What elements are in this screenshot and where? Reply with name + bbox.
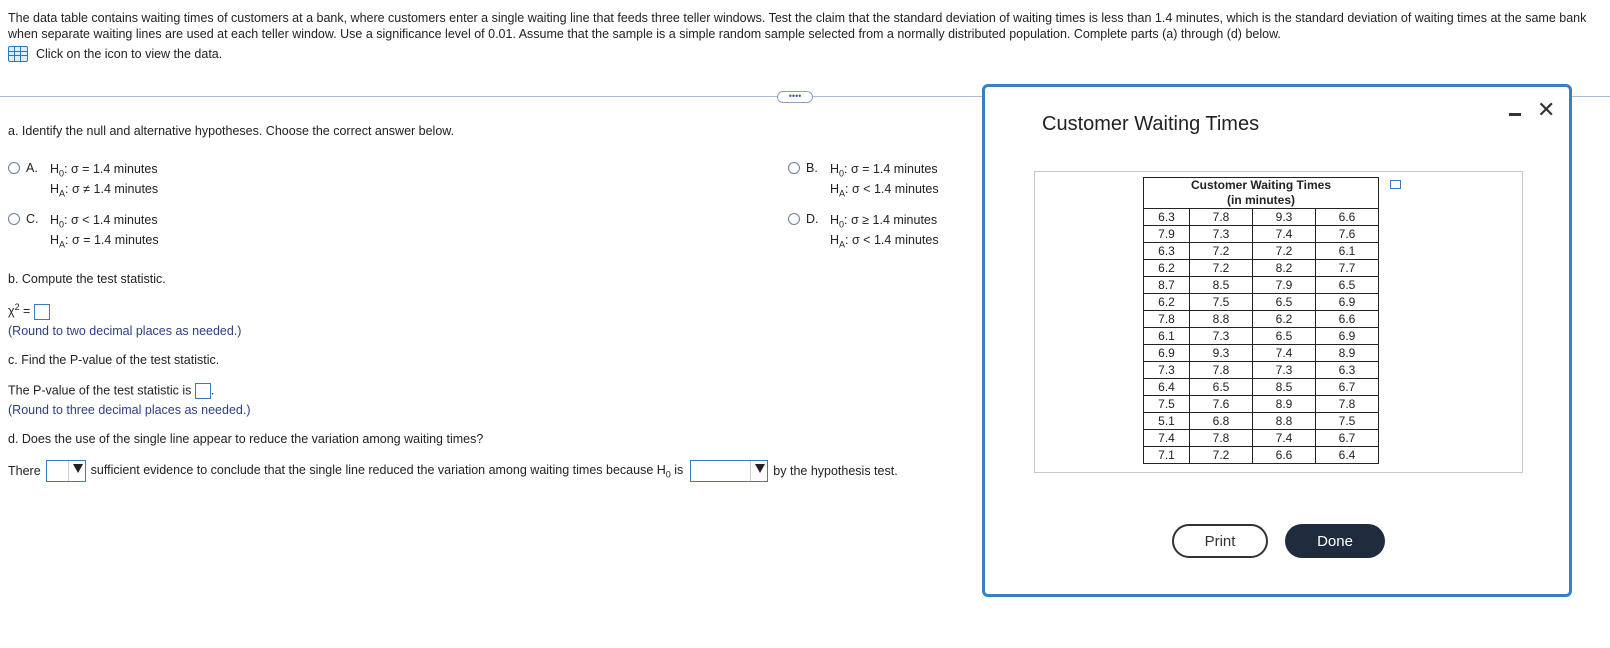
ha-sub: A xyxy=(59,188,66,199)
table-row xyxy=(1144,311,1379,328)
h-label: H xyxy=(50,233,60,247)
part-c-note: (Round to three decimal places as needed.) xyxy=(8,403,251,417)
h-label: H xyxy=(830,162,840,176)
table-cell: 7.1 xyxy=(1144,447,1190,464)
h-label: H xyxy=(50,213,60,227)
print-button[interactable]: Print xyxy=(1172,524,1268,558)
table-cell: 7.8 xyxy=(1144,311,1190,328)
table-cell: 6.6 xyxy=(1316,311,1379,328)
table-cell: 7.3 xyxy=(1144,362,1190,379)
table-row xyxy=(1144,226,1379,243)
table-cell: 7.4 xyxy=(1253,430,1316,447)
table-cell: 8.2 xyxy=(1253,260,1316,277)
chi-equals: = xyxy=(19,304,31,319)
h-label: H xyxy=(830,213,840,227)
p-value-row xyxy=(8,383,214,399)
h-label: H xyxy=(830,182,840,196)
h0-sub: 0 xyxy=(839,219,845,230)
table-cell: 8.8 xyxy=(1190,311,1253,328)
part-b-question: b. Compute the test statistic. xyxy=(8,272,166,286)
part-d-question: d. Does the use of the single line appear to reduce the variation among waiting times? xyxy=(8,432,484,446)
conclusion-text-2: sufficient evidence to conclude that the single line reduced the variation among waiting times because H xyxy=(90,462,666,477)
table-cell: 6.7 xyxy=(1316,430,1379,447)
option-c-ha: : σ = 1.4 minutes xyxy=(65,233,159,247)
table-cell: 6.6 xyxy=(1316,209,1379,226)
table-cell: 6.8 xyxy=(1190,413,1253,430)
table-cell: 6.4 xyxy=(1316,447,1379,464)
table-cell: 6.5 xyxy=(1253,294,1316,311)
view-data-link[interactable] xyxy=(8,46,222,62)
h-label: H xyxy=(50,182,60,196)
option-c-h0: : σ < 1.4 minutes xyxy=(64,213,158,227)
table-cell: 8.9 xyxy=(1316,345,1379,362)
option-d[interactable] xyxy=(788,212,939,252)
ha-sub: A xyxy=(839,239,846,250)
table-cell: 7.9 xyxy=(1253,277,1316,294)
table-cell: 7.8 xyxy=(1190,362,1253,379)
table-cell: 6.1 xyxy=(1316,243,1379,260)
rejection-dropdown[interactable] xyxy=(690,460,768,482)
table-row xyxy=(1144,260,1379,277)
table-cell: 6.5 xyxy=(1253,328,1316,345)
table-cell: 7.3 xyxy=(1190,328,1253,345)
table-cell: 6.9 xyxy=(1144,345,1190,362)
table-cell: 7.6 xyxy=(1190,396,1253,413)
table-row xyxy=(1144,379,1379,396)
table-cell: 7.3 xyxy=(1190,226,1253,243)
option-a-letter: A. xyxy=(26,161,38,175)
chi-square-row xyxy=(8,302,50,320)
option-c[interactable] xyxy=(8,212,159,252)
close-icon: ✕ xyxy=(1537,97,1556,122)
table-cell: 6.3 xyxy=(1316,362,1379,379)
option-d-radio[interactable] xyxy=(788,213,800,225)
ha-sub: A xyxy=(59,239,66,250)
data-table-icon[interactable] xyxy=(8,46,28,62)
conclusion-text-3: is xyxy=(670,462,684,477)
option-b[interactable] xyxy=(788,161,939,201)
table-cell: 9.3 xyxy=(1190,345,1253,362)
table-cell: 7.6 xyxy=(1316,226,1379,243)
table-cell: 7.8 xyxy=(1190,430,1253,447)
table-row xyxy=(1144,362,1379,379)
table-cell: 6.1 xyxy=(1144,328,1190,345)
expand-toggle[interactable]: •••• xyxy=(777,91,813,103)
part-c-question: c. Find the P-value of the test statistic. xyxy=(8,353,220,367)
view-data-label: Click on the icon to view the data. xyxy=(36,47,223,61)
chevron-down-icon xyxy=(73,464,83,473)
h0-sub: 0 xyxy=(59,219,65,230)
minimize-icon xyxy=(1509,113,1521,116)
table-cell: 6.6 xyxy=(1253,447,1316,464)
table-cell: 9.3 xyxy=(1253,209,1316,226)
table-cell: 6.2 xyxy=(1253,311,1316,328)
table-subtitle: (in minutes) xyxy=(1227,193,1295,207)
table-cell: 8.8 xyxy=(1253,413,1316,430)
table-cell: 6.9 xyxy=(1316,328,1379,345)
option-c-radio[interactable] xyxy=(8,213,20,225)
option-b-ha: : σ < 1.4 minutes xyxy=(845,182,939,196)
ha-sub: A xyxy=(839,188,846,199)
table-title: Customer Waiting Times xyxy=(1190,178,1332,192)
table-cell: 7.9 xyxy=(1144,226,1190,243)
table-cell: 7.5 xyxy=(1190,294,1253,311)
chi-sup: 2 xyxy=(14,302,20,312)
table-cell: 8.5 xyxy=(1253,379,1316,396)
copy-data-icon[interactable] xyxy=(1390,180,1401,189)
option-a-radio[interactable] xyxy=(8,162,20,174)
table-cell: 7.8 xyxy=(1316,396,1379,413)
table-cell: 7.4 xyxy=(1144,430,1190,447)
evidence-dropdown[interactable] xyxy=(46,460,86,482)
table-row xyxy=(1144,294,1379,311)
option-d-letter: D. xyxy=(806,212,819,226)
table-cell: 7.4 xyxy=(1253,345,1316,362)
option-d-h0: : σ ≥ 1.4 minutes xyxy=(844,213,938,227)
table-row xyxy=(1144,413,1379,430)
table-cell: 7.4 xyxy=(1253,226,1316,243)
conclusion-text-4: by the hypothesis test. xyxy=(773,464,898,478)
close-button[interactable] xyxy=(1537,97,1556,122)
table-cell: 8.5 xyxy=(1190,277,1253,294)
table-cell: 7.2 xyxy=(1190,260,1253,277)
table-row xyxy=(1144,328,1379,345)
option-a[interactable] xyxy=(8,161,158,201)
problem-statement: The data table contains waiting times of customers at a bank, where customers enter a single waiting line that feeds three teller windows. Test the claim that the standard deviation of waiting times is less than 1.4 minutes, which is the standard deviation of waiting times at the same bank when separate waiting lines are used at each teller window. Use a significance level of 0.01. Assume that the sample is a simple random sample selected from a normally distributed population. Complete parts (a) through (d) below. xyxy=(8,11,1587,41)
option-a-ha: : σ ≠ 1.4 minutes xyxy=(65,182,159,196)
p-value-input[interactable] xyxy=(195,383,211,399)
option-b-letter: B. xyxy=(806,161,818,175)
table-cell: 7.8 xyxy=(1190,209,1253,226)
table-cell: 6.9 xyxy=(1316,294,1379,311)
h0-sub: 0 xyxy=(839,168,845,179)
h-label: H xyxy=(50,162,60,176)
done-button[interactable]: Done xyxy=(1285,524,1385,558)
table-row xyxy=(1144,243,1379,260)
table-row xyxy=(1144,209,1379,226)
part-b-note: (Round to two decimal places as needed.) xyxy=(8,324,242,338)
part-a-question: a. Identify the null and alternative hypotheses. Choose the correct answer below. xyxy=(8,124,455,138)
table-cell: 6.5 xyxy=(1316,277,1379,294)
table-row xyxy=(1144,430,1379,447)
h0-sub: 0 xyxy=(665,469,671,480)
waiting-times-table xyxy=(1143,177,1379,464)
table-cell: 7.2 xyxy=(1190,243,1253,260)
table-cell: 6.2 xyxy=(1144,260,1190,277)
table-cell: 8.9 xyxy=(1253,396,1316,413)
table-cell: 6.5 xyxy=(1190,379,1253,396)
p-value-prefix: The P-value of the test statistic is xyxy=(8,383,192,398)
option-a-h0: : σ = 1.4 minutes xyxy=(64,162,158,176)
table-row xyxy=(1144,345,1379,362)
chi-square-input[interactable] xyxy=(34,304,50,320)
option-c-letter: C. xyxy=(26,212,39,226)
table-cell: 5.1 xyxy=(1144,413,1190,430)
table-cell: 7.2 xyxy=(1190,447,1253,464)
table-row xyxy=(1144,396,1379,413)
option-d-ha: : σ < 1.4 minutes xyxy=(845,233,939,247)
p-value-suffix: . xyxy=(210,383,215,398)
table-row xyxy=(1144,277,1379,294)
option-b-radio[interactable] xyxy=(788,162,800,174)
table-cell: 7.7 xyxy=(1316,260,1379,277)
conclusion-row xyxy=(8,460,898,482)
minimize-button[interactable] xyxy=(1509,103,1523,117)
table-cell: 8.7 xyxy=(1144,277,1190,294)
h0-sub: 0 xyxy=(59,168,65,179)
table-cell: 7.5 xyxy=(1316,413,1379,430)
table-cell: 7.5 xyxy=(1144,396,1190,413)
table-cell: 6.4 xyxy=(1144,379,1190,396)
table-cell: 6.3 xyxy=(1144,209,1190,226)
table-cell: 6.3 xyxy=(1144,243,1190,260)
h-label: H xyxy=(830,233,840,247)
modal-title: Customer Waiting Times xyxy=(1042,113,1260,135)
option-b-h0: : σ = 1.4 minutes xyxy=(844,162,938,176)
table-cell: 6.7 xyxy=(1316,379,1379,396)
table-cell: 7.2 xyxy=(1253,243,1316,260)
table-cell: 7.3 xyxy=(1253,362,1316,379)
table-row xyxy=(1144,447,1379,464)
conclusion-text-1: There xyxy=(8,464,41,478)
chevron-down-icon xyxy=(755,464,765,473)
table-header xyxy=(1144,178,1379,209)
table-cell: 6.2 xyxy=(1144,294,1190,311)
chi-label: χ xyxy=(8,304,15,319)
